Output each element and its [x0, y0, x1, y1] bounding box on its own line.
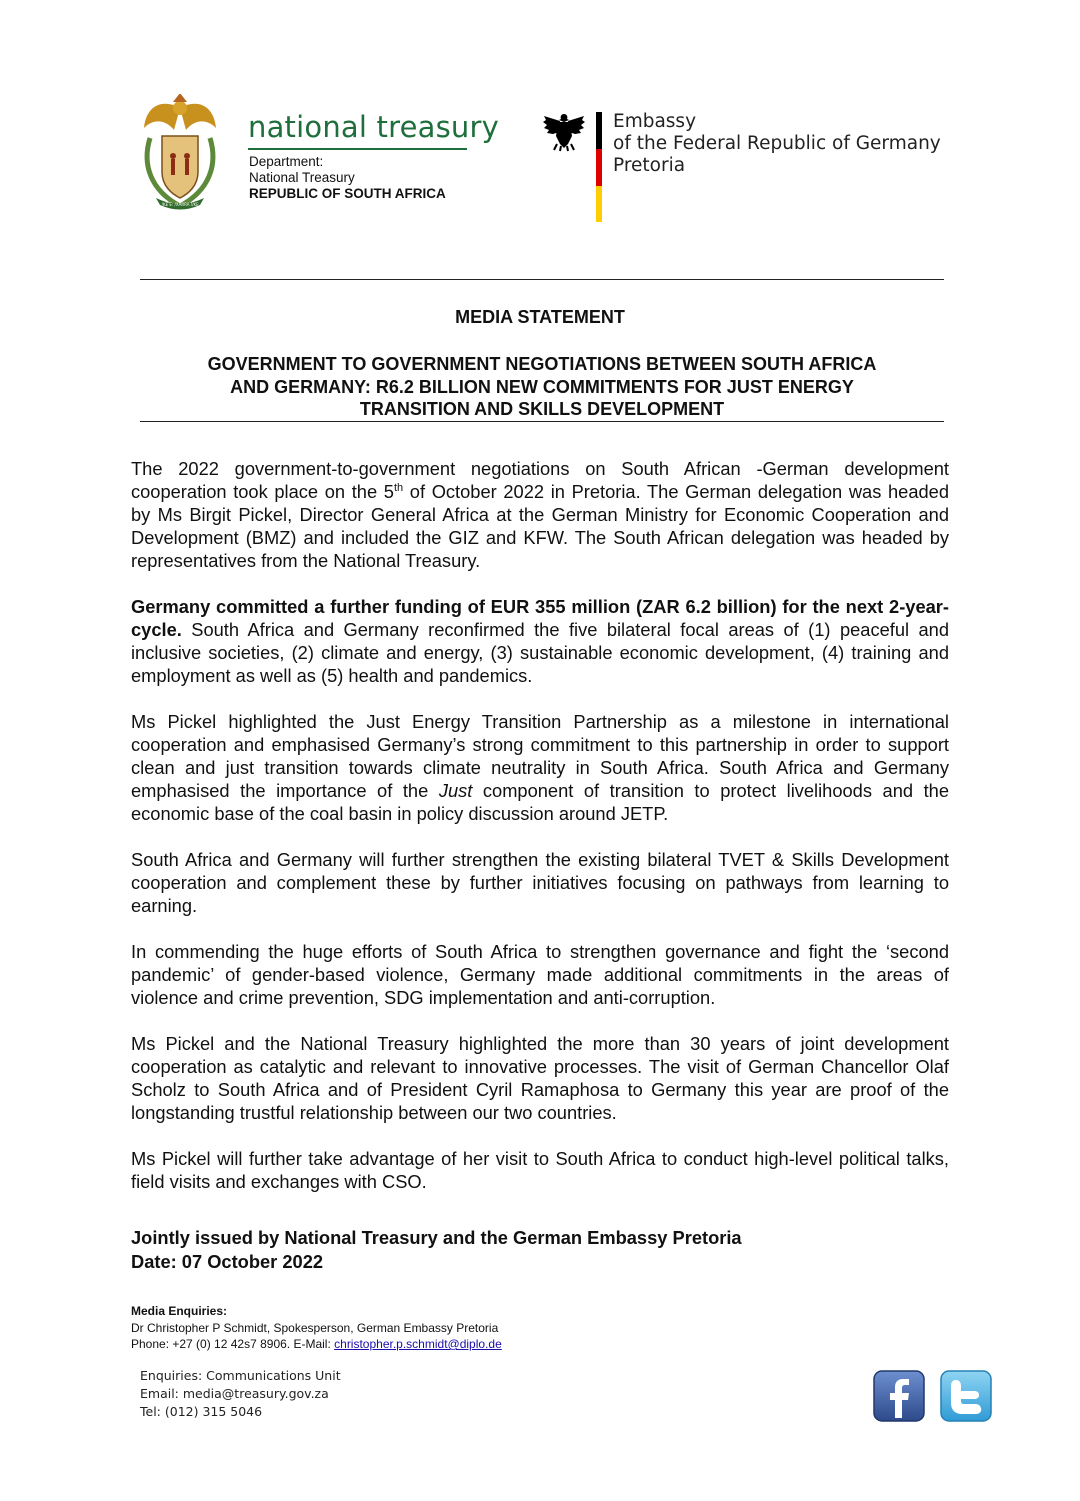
headline-line-3: TRANSITION AND SKILLS DEVELOPMENT — [359, 399, 725, 419]
paragraph-7: Ms Pickel will further take advantage of her visit to South Africa to conduct high-level political talks, field visits and exchanges with CSO. — [131, 1148, 949, 1192]
facebook-icon[interactable] — [873, 1370, 925, 1422]
statement-body — [131, 457, 949, 1216]
paragraph-4: South Africa and Germany will further strengthen the existing bilateral TVET & Skills Development cooperation and complement these by further initiatives focusing on pathways from learning to earning. — [131, 849, 949, 916]
issued-block — [131, 1226, 742, 1274]
embassy-line-2: of the Federal Republic of Germany — [613, 133, 941, 154]
media-contact: Dr Christopher P Schmidt, Spokesperson, German Embassy Pretoria — [131, 1320, 499, 1335]
paragraph-1: The 2022 government-to-government negotiations on South African -German development cooperation took place on the 5th of October 2022 in Pretoria. The German delegation was headed by Ms Birgit Pickel, Director General Africa at the German Ministry for Economic Cooperation and Development (BMZ) and included the GIZ and KFW. The South African delegation was headed by representatives from the National Treasury. — [131, 458, 950, 571]
paragraph-6: Ms Pickel and the National Treasury highlighted the more than 30 years of joint development cooperation as catalytic and relevant to innovative processes. The visit of German Chancellor Olaf Scholz to South Africa and of President Cyril Ramaphosa to Germany this year are proof of the longstanding trustful relationship between our two countries. — [131, 1033, 949, 1123]
paragraph-3: Ms Pickel highlighted the Just Energy Transition Partnership as a milestone in international cooperation and emphasised Germany’s strong commitment to this partnership in order to support clean and just transition towards climate neutrality in South Africa. South Africa and Germany emphasised the importance of the Just component of transition to protect livelihoods and the economic base of the coal basin in policy discussion around JETP. — [131, 711, 949, 824]
media-enquiries-heading: Media Enquiries: — [131, 1304, 228, 1318]
header-divider — [140, 279, 944, 280]
headline-line-1: GOVERNMENT TO GOVERNMENT NEGOTIATIONS BETWEEN SOUTH AFRICA — [207, 354, 877, 374]
dept-line-2: National Treasury — [249, 170, 355, 185]
statement-headline — [150, 353, 934, 421]
paragraph-2: Germany committed a further funding of EUR 355 million (ZAR 6.2 billion) for the next 2-year-cycle. South Africa and Germany reconfirmed the five bilateral focal areas of (1) peaceful and inclusive societies, (2) climate and energy, (3) sustainable economic development, (4) training and employment as well as (5) health and pandemics. — [131, 596, 949, 686]
national-treasury-department-block — [249, 154, 446, 202]
national-treasury-underline — [248, 148, 467, 150]
embassy-line-1: Embassy — [613, 111, 697, 132]
treasury-tel-line: Tel: (012) 315 5046 — [140, 1404, 263, 1419]
treasury-enquiries-block — [140, 1367, 341, 1421]
embassy-line-3: Pretoria — [613, 155, 686, 176]
media-enquiries-block — [131, 1303, 502, 1353]
headline-underline — [140, 421, 944, 422]
national-treasury-title: national treasury — [248, 110, 499, 144]
media-email-link[interactable]: christopher.p.schmidt@diplo.de — [334, 1337, 502, 1351]
treasury-enquiries-line-1: Enquiries: Communications Unit — [140, 1368, 341, 1383]
sa-coat-of-arms-logo — [140, 94, 220, 212]
jointly-issued-line: Jointly issued by National Treasury and the German Embassy Pretoria — [131, 1227, 742, 1248]
headline-line-2: AND GERMANY: R6.2 BILLION NEW COMMITMENTS FOR JUST ENERGY — [230, 376, 854, 397]
sa-motto: !KE E: /XARRA //KE — [161, 202, 199, 207]
embassy-name-block — [613, 111, 941, 177]
twitter-icon[interactable] — [940, 1370, 992, 1422]
media-phone-line: Phone: +27 (0) 12 42s7 8906. E-Mail: christopher.p.schmidt@diplo.de — [131, 1337, 502, 1351]
dept-line-1: Department: — [249, 154, 324, 169]
dept-line-3: REPUBLIC OF SOUTH AFRICA — [249, 186, 446, 201]
date-line: Date: 07 October 2022 — [131, 1251, 324, 1272]
german-flag-bar — [596, 112, 602, 222]
paragraph-5: In commending the huge efforts of South Africa to strengthen governance and fight the ‘second pandemic’ of gender-based violence, Germany made additional commitments in the areas of violence and crime prevention, SDG implementation and anti-corruption. — [131, 941, 949, 1008]
media-statement-label: MEDIA STATEMENT — [455, 307, 625, 327]
treasury-email-line: Email: media@treasury.gov.za — [140, 1386, 329, 1401]
german-eagle-icon — [542, 110, 586, 152]
